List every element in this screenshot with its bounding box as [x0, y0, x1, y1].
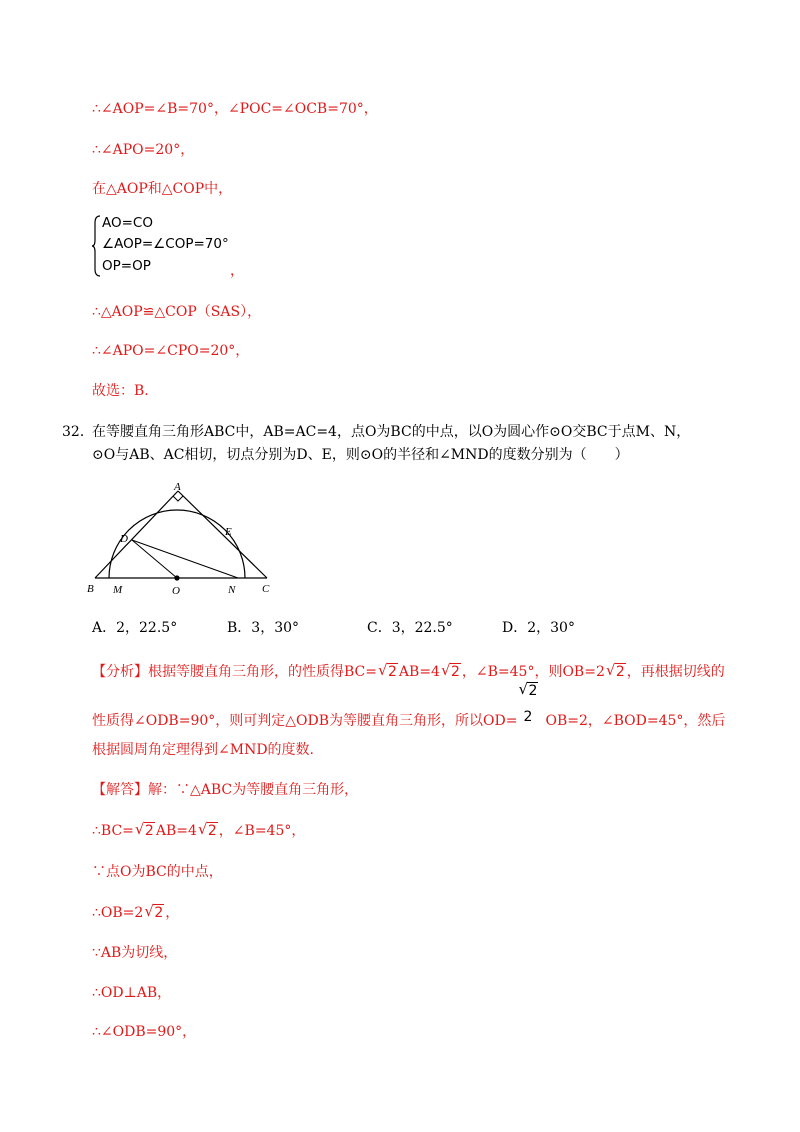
analysis-text-1b: AB=4 [398, 664, 440, 680]
system-eq-3: OP=OP [102, 258, 151, 274]
option-b[interactable]: B．3，30° [227, 620, 300, 636]
label-m: M [113, 584, 123, 596]
answer-choice: 故选：B. [92, 383, 149, 399]
sqrt-two: √ 2 [144, 902, 164, 921]
step-angle-aop: ∴∠AOP=∠B=70°，∠POC=∠OCB=70°， [92, 101, 378, 117]
analysis-text-1d: ，再根据切线的 [626, 664, 725, 680]
sqrt-two: √ 2 [378, 661, 397, 680]
label-e: E [225, 526, 232, 538]
left-brace-icon [92, 215, 102, 277]
option-a[interactable]: A．2，22.5° [92, 620, 178, 636]
segment-ac [178, 491, 267, 578]
label-b: B [87, 583, 94, 595]
option-d[interactable]: D．2，30° [502, 620, 575, 636]
question-text-1: 在等腰直角三角形ABC中，AB=AC=4，点O为BC的中点，以O为圆心作⊙O交BC于点M、N， [92, 424, 691, 440]
solution-line-1 [92, 779, 358, 799]
segment-ab [95, 491, 178, 578]
label-d: D [120, 533, 128, 545]
analysis-text-2b: OB=2，∠BOD=45°，然后 [545, 713, 726, 729]
analysis-line-3: 根据圆周角定理得到∠MND的度数. [92, 742, 314, 758]
system-comma: ， [230, 263, 244, 279]
analysis-text-1a: 根据等腰直角三角形，的性质得BC= [148, 664, 377, 680]
analysis-tag: 【分析】 [92, 664, 148, 680]
sqrt-two: √ 2 [440, 661, 460, 680]
analysis-line-1 [92, 661, 725, 681]
geometry-figure [85, 478, 285, 598]
analysis-text-2a: 性质得∠ODB=90°，则可判定△ODB为等腰直角三角形，所以OD= [92, 713, 518, 729]
question-text-2: ⊙O与AB、AC相切，切点分别为D、E，则⊙O的半径和∠MND的度数分别为（ ） [92, 447, 629, 463]
solution-line-4 [92, 902, 179, 922]
label-n: N [228, 584, 236, 596]
segment-do [132, 540, 177, 578]
label-c: C [262, 583, 270, 595]
sqrt-two: √ 2 [518, 680, 538, 699]
option-c[interactable]: C．3，22.5° [367, 620, 453, 636]
right-angle-mark [173, 496, 183, 501]
sqrt-two: √ 2 [134, 820, 154, 839]
sqrt-two: √ 2 [605, 661, 625, 680]
solution-text-2a: ∴BC= [92, 823, 134, 839]
solution-text-4a: ∴OB=2 [92, 905, 144, 921]
label-a: A [174, 481, 181, 493]
semicircle-o [109, 510, 245, 578]
equation-system [92, 215, 252, 280]
step-congruence: ∴△AOP≌△COP（SAS）， [92, 304, 262, 320]
analysis-line-2 [92, 680, 726, 731]
solution-line-2 [92, 820, 305, 840]
solution-line-5: ∵AB为切线， [92, 945, 178, 961]
solution-text-1: 解：∵△ABC为等腰直角三角形， [148, 782, 359, 798]
system-eq-2: ∠AOP=∠COP=70° [102, 236, 229, 252]
step-angle-apo: ∴∠APO=20°， [92, 142, 195, 158]
question-number: 32． [62, 424, 94, 440]
solution-text-2c: ，∠B=45°， [218, 823, 306, 839]
system-eq-1: AO=CO [102, 215, 153, 231]
solution-line-3: ∵点O为BC的中点， [92, 864, 223, 880]
solution-tag: 【解答】 [92, 782, 148, 798]
solution-text-2b: AB=4 [155, 823, 197, 839]
sqrt-two: √ 2 [197, 820, 217, 839]
solution-text-4b: ， [165, 905, 180, 921]
center-point-o [174, 575, 179, 580]
solution-line-6: ∴OD⊥AB， [92, 985, 172, 1001]
analysis-text-1c: ，∠B=45°，则OB=2 [461, 664, 605, 680]
step-triangles-intro: 在△AOP和△COP中， [92, 181, 233, 197]
segment-dn [132, 540, 238, 578]
label-o: O [172, 585, 180, 597]
fraction-sqrt2-over-2: √ 2 2 [518, 680, 538, 725]
solution-line-7: ∴∠ODB=90°， [92, 1024, 197, 1040]
step-angle-cpo: ∴∠APO=∠CPO=20°， [92, 343, 250, 359]
